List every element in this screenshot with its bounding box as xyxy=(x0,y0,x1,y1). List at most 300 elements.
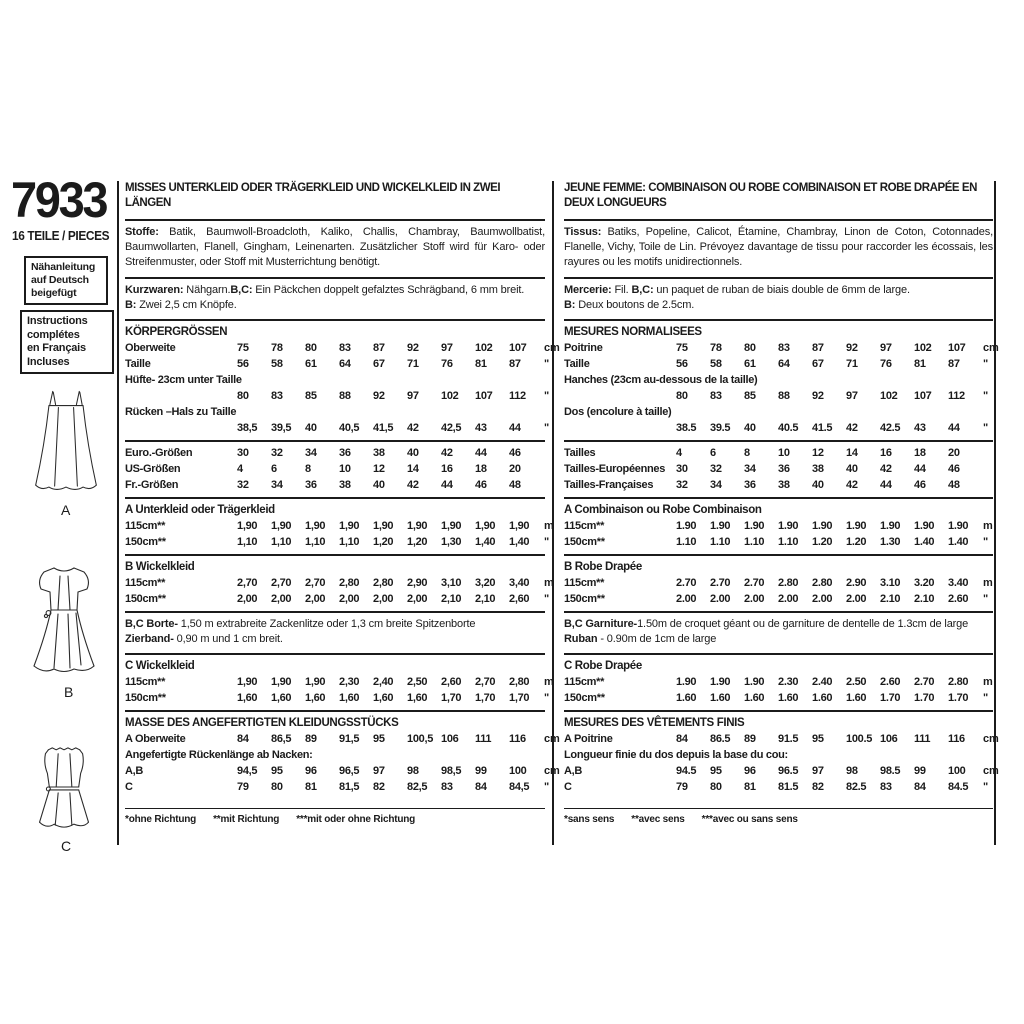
table-row xyxy=(125,674,554,690)
table-cell: 2.70 xyxy=(914,676,935,688)
table-cell: 96 xyxy=(744,765,756,777)
row-values xyxy=(237,534,543,550)
row-label: Tailles xyxy=(564,447,596,459)
table-cell: 30 xyxy=(676,463,688,475)
table-cell: 2.10 xyxy=(914,593,935,605)
row-values xyxy=(237,779,543,795)
table-cell: 48 xyxy=(948,479,960,491)
table-cell: 96.5 xyxy=(778,765,799,777)
table-cell: 2.70 xyxy=(710,577,731,589)
row-values xyxy=(676,731,982,747)
view-b-label: B xyxy=(64,684,74,700)
german-view-c-yardage xyxy=(125,655,554,710)
row-label: US-Größen xyxy=(125,463,181,475)
row-values xyxy=(237,420,543,436)
french-fabrics-paragraph xyxy=(564,221,993,277)
table-cell: 1,60 xyxy=(271,692,292,704)
notions-label: B,C: xyxy=(631,284,654,296)
table-cell: 38,5 xyxy=(237,422,258,434)
notions-line xyxy=(564,298,993,313)
table-cell: 80 xyxy=(271,781,283,793)
table-row xyxy=(564,404,993,420)
table-cell: 80 xyxy=(744,342,756,354)
table-cell: 1.20 xyxy=(846,536,867,548)
table-cell: 56 xyxy=(237,358,249,370)
table-cell: 86,5 xyxy=(271,733,292,745)
pattern-number: 7933 xyxy=(11,172,107,228)
row-label: 115cm** xyxy=(125,520,166,532)
table-cell: 84 xyxy=(914,781,926,793)
german-box-line: Nähanleitung xyxy=(31,261,96,273)
row-values xyxy=(676,591,982,607)
table-cell: 2.80 xyxy=(812,577,833,589)
row-values xyxy=(237,690,543,706)
table-cell: 34 xyxy=(710,479,722,491)
table-cell: 2.00 xyxy=(710,593,731,605)
table-cell: 1.40 xyxy=(948,536,969,548)
table-cell: 84 xyxy=(475,781,487,793)
row-unit: m xyxy=(544,577,554,589)
table-cell: 3,10 xyxy=(441,577,462,589)
table-cell: 89 xyxy=(305,733,317,745)
table-cell: 106 xyxy=(441,733,459,745)
table-cell: 39.5 xyxy=(710,422,731,434)
table-cell: 20 xyxy=(948,447,960,459)
table-header: C Robe Drapée xyxy=(564,660,642,672)
table-cell: 44 xyxy=(441,479,453,491)
row-label: Hanches (23cm au-dessous de la taille) xyxy=(564,374,758,386)
german-column xyxy=(125,181,560,827)
row-label: Longueur finie du dos depuis la base du cou: xyxy=(564,749,788,761)
row-label: Taille xyxy=(125,358,151,370)
row-values xyxy=(237,388,543,404)
row-unit: " xyxy=(983,422,989,434)
notions-text: Fil. xyxy=(611,284,632,296)
row-label: Poitrine xyxy=(564,342,603,354)
trim-text: 1,50 m extrabreite Zackenlitze oder 1,3 cm breite Spitzenborte xyxy=(177,618,476,630)
table-cell: 1.60 xyxy=(676,692,697,704)
row-label: 150cm** xyxy=(564,536,605,548)
table-cell: 2.00 xyxy=(812,593,833,605)
german-box-line: beigefügt xyxy=(31,287,77,299)
table-cell: 2.40 xyxy=(812,676,833,688)
table-header: MESURES DES VÊTEMENTS FINIS xyxy=(564,717,745,729)
table-row xyxy=(125,420,550,436)
table-cell: 1,90 xyxy=(339,520,360,532)
table-cell: 1,90 xyxy=(305,676,326,688)
table-cell: 102 xyxy=(475,342,493,354)
table-cell: 97 xyxy=(846,390,858,402)
table-cell: 14 xyxy=(846,447,858,459)
row-values xyxy=(237,477,543,493)
table-cell: 111 xyxy=(914,733,931,745)
table-cell: 40 xyxy=(812,479,824,491)
table-cell: 38 xyxy=(778,479,790,491)
table-cell: 48 xyxy=(509,479,521,491)
table-cell: 42 xyxy=(407,479,419,491)
table-cell: 46 xyxy=(475,479,487,491)
table-row xyxy=(125,779,550,795)
table-cell: 116 xyxy=(948,733,965,745)
table-cell: 83 xyxy=(271,390,283,402)
table-cell: 79 xyxy=(237,781,249,793)
view-c-label: C xyxy=(61,838,72,854)
table-cell: 1,90 xyxy=(305,520,326,532)
table-cell: 2.10 xyxy=(880,593,901,605)
table-row xyxy=(564,731,999,747)
table-row xyxy=(564,461,993,477)
row-values xyxy=(676,445,982,461)
table-row xyxy=(125,340,560,356)
row-label: 115cm** xyxy=(125,676,166,688)
table-cell: 36 xyxy=(339,447,351,459)
french-footnote xyxy=(564,809,993,827)
table-cell: 1.90 xyxy=(676,676,697,688)
table-cell: 4 xyxy=(676,447,682,459)
table-cell: 46 xyxy=(509,447,521,459)
table-cell: 2,70 xyxy=(305,577,326,589)
table-cell: 61 xyxy=(744,358,756,370)
table-cell: 98 xyxy=(846,765,858,777)
table-cell: 2,40 xyxy=(373,676,394,688)
table-cell: 40,5 xyxy=(339,422,360,434)
table-cell: 1.60 xyxy=(744,692,765,704)
row-values xyxy=(676,779,982,795)
table-cell: 89 xyxy=(744,733,756,745)
notions-line xyxy=(564,283,993,298)
table-cell: 2,80 xyxy=(339,577,360,589)
row-unit: cm xyxy=(983,733,999,745)
table-cell: 2,00 xyxy=(373,593,394,605)
table-cell: 1.90 xyxy=(812,520,833,532)
french-box-line: complétes xyxy=(27,328,80,341)
row-values xyxy=(676,674,982,690)
table-cell: 81 xyxy=(914,358,926,370)
table-cell: 1.10 xyxy=(744,536,765,548)
table-cell: 1,90 xyxy=(237,676,258,688)
row-label: 115cm** xyxy=(564,520,605,532)
row-unit: " xyxy=(544,358,550,370)
fabrics-label: Stoffe: xyxy=(125,226,159,238)
table-cell: 14 xyxy=(407,463,419,475)
table-cell: 1,10 xyxy=(237,536,258,548)
table-cell: 1,90 xyxy=(475,520,496,532)
table-cell: 88 xyxy=(778,390,790,402)
french-title: JEUNE FEMME: COMBINAISON OU ROBE COMBINAISON ET ROBE DRAPÉE EN DEUX LONGUEURS xyxy=(564,182,977,209)
trim-line xyxy=(564,632,993,647)
table-cell: 1,90 xyxy=(509,520,530,532)
table-cell: 43 xyxy=(914,422,926,434)
trim-line xyxy=(125,617,545,632)
table-cell: 1.60 xyxy=(710,692,731,704)
table-cell: 1,90 xyxy=(237,520,258,532)
french-view-c-yardage xyxy=(564,655,993,710)
table-cell: 94.5 xyxy=(676,765,697,777)
table-cell: 44 xyxy=(914,463,926,475)
trim-line xyxy=(125,632,545,647)
table-cell: 1.90 xyxy=(880,520,901,532)
row-unit: " xyxy=(983,358,989,370)
table-cell: 32 xyxy=(676,479,688,491)
table-cell: 71 xyxy=(407,358,419,370)
table-cell: 95 xyxy=(710,765,722,777)
row-unit: " xyxy=(983,536,989,548)
table-row xyxy=(564,445,993,461)
row-label: Tailles-Françaises xyxy=(564,479,654,491)
table-cell: 1.70 xyxy=(948,692,969,704)
table-row xyxy=(125,404,545,420)
table-cell: 82,5 xyxy=(407,781,428,793)
row-label: Tailles-Européennes xyxy=(564,463,666,475)
table-header: B Wickelkleid xyxy=(125,561,195,573)
table-row xyxy=(125,477,545,493)
table-cell: 30 xyxy=(237,447,249,459)
table-cell: 2.60 xyxy=(948,593,969,605)
table-cell: 81 xyxy=(305,781,317,793)
table-cell: 92 xyxy=(812,390,824,402)
table-cell: 1,10 xyxy=(305,536,326,548)
french-trim-note xyxy=(564,613,993,653)
table-cell: 1.90 xyxy=(710,676,731,688)
footnote-item: **mit Richtung xyxy=(213,814,280,825)
table-cell: 42 xyxy=(441,447,453,459)
table-row xyxy=(564,356,993,372)
table-cell: 56 xyxy=(676,358,688,370)
notions-text: Zwei 2,5 cm Knöpfe. xyxy=(136,299,237,311)
table-cell: 100 xyxy=(948,765,966,777)
row-label: Oberweite xyxy=(125,342,176,354)
row-label: Taille xyxy=(564,358,590,370)
table-row xyxy=(564,534,993,550)
table-cell: 80 xyxy=(676,390,688,402)
trim-text: - 0.90m de 1cm de large xyxy=(597,633,717,645)
table-cell: 1.40 xyxy=(914,536,935,548)
row-values xyxy=(237,340,543,356)
row-values xyxy=(237,445,543,461)
table-cell: 94,5 xyxy=(237,765,258,777)
row-values xyxy=(237,591,543,607)
table-cell: 2,50 xyxy=(407,676,428,688)
table-cell: 2,00 xyxy=(339,593,360,605)
table-cell: 107 xyxy=(914,390,932,402)
row-label: 150cm** xyxy=(125,536,166,548)
table-cell: 67 xyxy=(812,358,824,370)
table-cell: 61 xyxy=(305,358,317,370)
table-cell: 1.60 xyxy=(778,692,799,704)
row-unit: m xyxy=(983,520,993,532)
table-cell: 36 xyxy=(744,479,756,491)
table-cell: 64 xyxy=(339,358,351,370)
table-cell: 102 xyxy=(880,390,898,402)
table-cell: 1.90 xyxy=(744,676,765,688)
row-values xyxy=(237,461,543,477)
row-values xyxy=(237,518,543,534)
table-cell: 2,90 xyxy=(407,577,428,589)
table-cell: 87 xyxy=(373,342,385,354)
table-cell: 38 xyxy=(373,447,385,459)
table-cell: 1,90 xyxy=(441,520,462,532)
table-header: MESURES NORMALISEES xyxy=(564,326,702,338)
table-row xyxy=(564,372,993,388)
table-row xyxy=(564,763,999,779)
table-cell: 97 xyxy=(407,390,419,402)
table-cell: 42 xyxy=(880,463,892,475)
table-cell: 46 xyxy=(948,463,960,475)
table-cell: 86.5 xyxy=(710,733,731,745)
table-cell: 34 xyxy=(305,447,317,459)
french-instructions-box xyxy=(20,310,114,374)
row-values xyxy=(237,674,543,690)
table-cell: 1,70 xyxy=(509,692,530,704)
table-cell: 2,70 xyxy=(271,577,292,589)
row-values xyxy=(676,420,982,436)
row-unit: " xyxy=(544,593,550,605)
footnote-item: *sans sens xyxy=(564,814,615,825)
table-cell: 92 xyxy=(846,342,858,354)
table-cell: 1,90 xyxy=(271,520,292,532)
table-cell: 1.90 xyxy=(846,520,867,532)
table-cell: 1,30 xyxy=(441,536,462,548)
table-cell: 76 xyxy=(880,358,892,370)
fabrics-text: Batiks, Popeline, Calicot, Étamine, Chambray, Linon de Coton, Cotonnades, Flanelle, Vichy, Toile de Lin. Prévoyez davantage de tissu pour raccorder les écossais, les rayures ou les motifs unidirectionnels. xyxy=(564,226,993,268)
fabrics-text: Batik, Baumwoll-Broadcloth, Kaliko, Challis, Chambray, Baumwollbatist, Baumwollarten, Flanell, Gingham, Leinenarten. Zusätzlicher Stoff wird für Karo- oder Streifenmuster, oder Stoff mit Musterrichtung benötigt. xyxy=(125,226,545,268)
table-cell: 44 xyxy=(475,447,487,459)
table-cell: 8 xyxy=(744,447,750,459)
row-values xyxy=(237,575,543,591)
table-cell: 1,40 xyxy=(509,536,530,548)
table-cell: 85 xyxy=(305,390,317,402)
table-cell: 81 xyxy=(475,358,487,370)
table-cell: 1.90 xyxy=(710,520,731,532)
table-cell: 1.90 xyxy=(948,520,969,532)
table-cell: 2,80 xyxy=(373,577,394,589)
table-cell: 2.60 xyxy=(880,676,901,688)
fabrics-label: Tissus: xyxy=(564,226,602,238)
table-cell: 75 xyxy=(237,342,249,354)
notions-line xyxy=(125,283,545,298)
table-cell: 42 xyxy=(846,479,858,491)
german-body-measurements-table xyxy=(125,321,560,440)
notions-label: B: xyxy=(125,299,137,311)
table-cell: 12 xyxy=(373,463,385,475)
table-cell: 96,5 xyxy=(339,765,360,777)
view-b-illustration xyxy=(24,558,104,678)
table-cell: 32 xyxy=(237,479,249,491)
row-values xyxy=(676,356,982,372)
table-cell: 116 xyxy=(509,733,526,745)
table-cell: 44 xyxy=(948,422,960,434)
table-cell: 3.10 xyxy=(880,577,901,589)
table-cell: 100 xyxy=(509,765,527,777)
table-cell: 42 xyxy=(407,422,419,434)
german-trim-note xyxy=(125,613,545,653)
view-a-illustration xyxy=(30,386,102,500)
trim-text: 1.50m de croquet géant ou de garniture de dentelle de 1.3cm de large xyxy=(637,618,969,630)
row-label: Rücken –Hals zu Taille xyxy=(125,406,237,418)
table-cell: 2.70 xyxy=(676,577,697,589)
german-footnote xyxy=(125,809,545,827)
table-cell: 2.50 xyxy=(846,676,867,688)
table-cell: 32 xyxy=(710,463,722,475)
table-cell: 1.30 xyxy=(880,536,901,548)
table-cell: 97 xyxy=(812,765,824,777)
row-label: 115cm** xyxy=(125,577,166,589)
table-cell: 12 xyxy=(812,447,824,459)
table-row xyxy=(125,388,550,404)
table-cell: 42,5 xyxy=(441,422,462,434)
french-view-a-yardage xyxy=(564,499,993,554)
footnote-item: ***mit oder ohne Richtung xyxy=(296,814,416,825)
table-cell: 81.5 xyxy=(778,781,799,793)
table-cell: 40.5 xyxy=(778,422,799,434)
table-cell: 2,70 xyxy=(237,577,258,589)
table-row xyxy=(564,420,993,436)
table-cell: 42.5 xyxy=(880,422,901,434)
row-values xyxy=(676,461,982,477)
table-cell: 20 xyxy=(509,463,521,475)
row-unit: cm xyxy=(983,342,999,354)
notions-label: B,C: xyxy=(230,284,253,296)
trim-line xyxy=(564,617,993,632)
table-cell: 1.10 xyxy=(778,536,799,548)
table-cell: 2,80 xyxy=(509,676,530,688)
table-cell: 78 xyxy=(710,342,722,354)
row-values xyxy=(676,477,982,493)
french-box-line: Instructions xyxy=(27,315,88,327)
table-row xyxy=(125,356,550,372)
table-row xyxy=(125,534,550,550)
table-cell: 91.5 xyxy=(778,733,799,745)
table-cell: 80 xyxy=(710,781,722,793)
table-row xyxy=(564,674,993,690)
table-cell: 1,90 xyxy=(271,676,292,688)
table-cell: 112 xyxy=(509,390,526,402)
table-cell: 107 xyxy=(509,342,527,354)
table-cell: 2,10 xyxy=(441,593,462,605)
table-cell: 81,5 xyxy=(339,781,360,793)
table-cell: 76 xyxy=(441,358,453,370)
table-cell: 78 xyxy=(271,342,283,354)
row-label: Euro.-Größen xyxy=(125,447,193,459)
table-cell: 32 xyxy=(271,447,283,459)
table-cell: 40 xyxy=(373,479,385,491)
table-cell: 2.80 xyxy=(948,676,969,688)
table-cell: 41.5 xyxy=(812,422,833,434)
table-cell: 10 xyxy=(339,463,351,475)
table-row xyxy=(125,575,554,591)
table-cell: 34 xyxy=(744,463,756,475)
table-cell: 100.5 xyxy=(846,733,873,745)
table-cell: 1.90 xyxy=(676,520,697,532)
table-header: MASSE DES ANGEFERTIGTEN KLEIDUNGSSTÜCKS xyxy=(125,717,399,729)
table-cell: 80 xyxy=(305,342,317,354)
table-cell: 38 xyxy=(339,479,351,491)
table-row xyxy=(125,747,545,763)
footnote-item: **avec sens xyxy=(631,814,685,825)
table-cell: 107 xyxy=(475,390,493,402)
row-unit: cm xyxy=(544,342,560,354)
table-row xyxy=(125,763,560,779)
table-cell: 3,20 xyxy=(475,577,496,589)
table-cell: 2.30 xyxy=(778,676,799,688)
table-cell: 16 xyxy=(441,463,453,475)
table-cell: 2,00 xyxy=(407,593,428,605)
table-cell: 1.90 xyxy=(914,520,935,532)
row-label: 150cm** xyxy=(125,593,166,605)
table-cell: 71 xyxy=(846,358,858,370)
table-cell: 102 xyxy=(441,390,459,402)
table-cell: 2,70 xyxy=(475,676,496,688)
